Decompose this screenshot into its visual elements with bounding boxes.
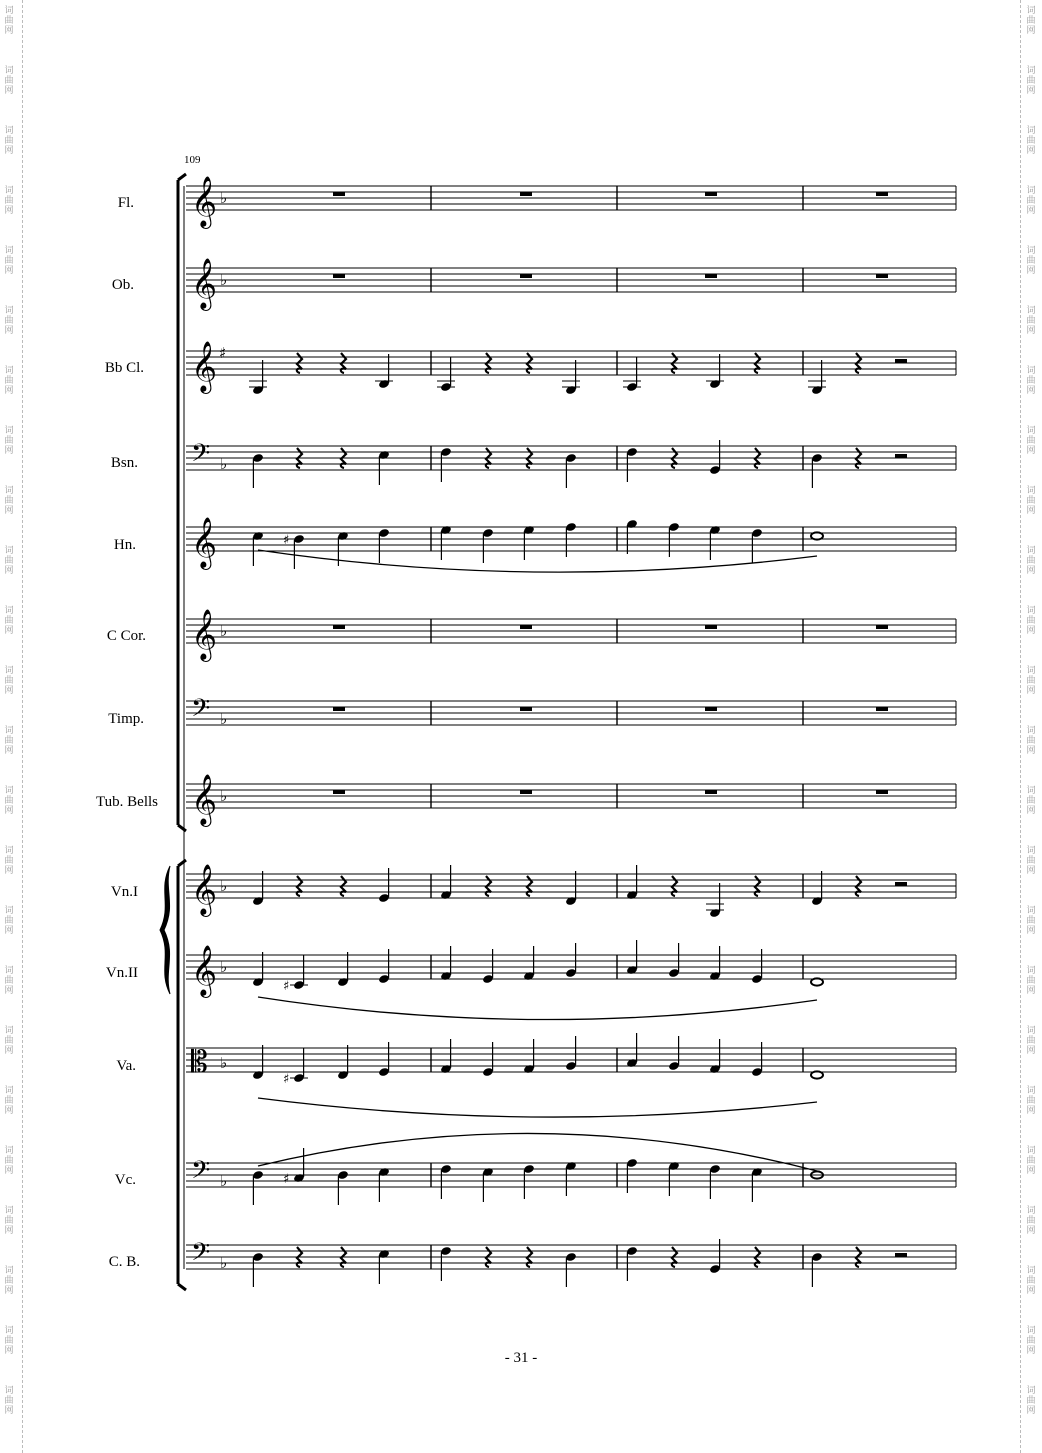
bass-clef: 𝄢: [191, 1156, 211, 1191]
label-oboe: Ob.: [111, 277, 134, 293]
measure-number: 109: [184, 154, 201, 166]
label-cello: Vc.: [114, 1172, 136, 1188]
edge-watermark-text: 词 曲 网: [4, 1326, 14, 1356]
treble-clef: 𝄞: [191, 341, 218, 392]
label-violin-1: Vn.I: [110, 884, 138, 900]
whole-rest: [876, 707, 888, 711]
whole-rest: [876, 192, 888, 196]
edge-watermark-text: 词 曲 网: [4, 1086, 14, 1116]
flat-sign: ♭: [220, 787, 228, 805]
edge-watermark-text: 词 曲 网: [4, 1146, 14, 1176]
edge-watermark-text: 词 曲 网: [4, 6, 14, 36]
whole-rest: [705, 790, 717, 794]
violin-brace: [160, 866, 170, 994]
whole-rest: [876, 274, 888, 278]
edge-watermark-text: 词 曲 网: [1026, 606, 1036, 636]
edge-watermark-text: 词 曲 网: [1026, 66, 1036, 96]
whole-rest: [876, 625, 888, 629]
edge-watermark-text: 词 曲 网: [4, 846, 14, 876]
whole-rest: [876, 790, 888, 794]
whole-rest: [520, 192, 532, 196]
whole-rest: [333, 707, 345, 711]
edge-watermark-text: 词 曲 网: [1026, 426, 1036, 456]
whole-rest: [705, 274, 717, 278]
edge-watermark-text: 词 曲 网: [1026, 1206, 1036, 1236]
sharp-accidental: ♯: [283, 1172, 290, 1187]
edge-watermark-text: 词 曲 网: [1026, 966, 1036, 996]
treble-clef: 𝄞: [191, 176, 218, 227]
label-contrabass: C. B.: [108, 1254, 140, 1270]
edge-watermark-text: 词 曲 网: [1026, 366, 1036, 396]
flat-sign: ♭: [220, 1254, 228, 1272]
woodwind-bracket: [178, 174, 186, 831]
edge-watermark-text: 词 曲 网: [1026, 186, 1036, 216]
bass-clef: 𝄢: [191, 1238, 211, 1273]
edge-watermark-text: 词 曲 网: [4, 606, 14, 636]
slur: [258, 997, 817, 1020]
edge-watermark-text: 词 曲 网: [4, 666, 14, 696]
flat-sign: ♭: [220, 877, 228, 895]
edge-watermark-text: 词 曲 网: [1026, 1086, 1036, 1116]
edge-watermark-text: 词 曲 网: [4, 306, 14, 336]
sharp-accidental: ♯: [283, 979, 290, 994]
flat-sign: ♭: [220, 271, 228, 289]
edge-watermark-text: 词 曲 网: [1026, 786, 1036, 816]
edge-watermark-text: 词 曲 网: [1026, 1326, 1036, 1356]
edge-watermark-text: 词 曲 网: [4, 1386, 14, 1416]
treble-clef: 𝄞: [191, 517, 218, 568]
edge-watermark-text: 词 曲 网: [4, 906, 14, 936]
edge-watermark-text: 词 曲 网: [1026, 1146, 1036, 1176]
edge-watermark-text: 词 曲 网: [4, 66, 14, 96]
label-viola: Va.: [116, 1058, 136, 1074]
label-bassoon: Bsn.: [110, 455, 138, 471]
half-rest: [895, 454, 907, 458]
treble-clef: 𝄞: [191, 864, 218, 915]
sharp-accidental: ♯: [283, 533, 290, 548]
page-number: - 31 -: [504, 1350, 538, 1366]
alto-clef: 𝄡: [191, 1045, 208, 1080]
whole-rest: [333, 790, 345, 794]
edge-watermark-text: 词 曲 网: [4, 486, 14, 516]
flat-sign: ♭: [220, 710, 228, 728]
flat-sign: ♭: [220, 958, 228, 976]
label-flute: Fl.: [117, 195, 134, 211]
flat-sign: ♭: [220, 1054, 228, 1072]
treble-clef: 𝄞: [191, 945, 218, 996]
slur: [258, 1098, 817, 1117]
flat-sign: ♭: [220, 455, 228, 473]
half-rest: [895, 882, 907, 886]
edge-watermark-text: 词 曲 网: [1026, 1266, 1036, 1296]
edge-watermark-text: 词 曲 网: [1026, 846, 1036, 876]
edge-watermark-text: 词 曲 网: [1026, 486, 1036, 516]
flat-sign: ♭: [220, 1172, 228, 1190]
treble-clef: 𝄞: [191, 609, 218, 660]
string-bracket: [178, 860, 186, 1290]
edge-watermark-text: 词 曲 网: [1026, 306, 1036, 336]
label-tubular-bells: Tub. Bells: [96, 794, 158, 810]
edge-watermark-text: 词 曲 网: [4, 726, 14, 756]
whole-rest: [520, 790, 532, 794]
edge-watermark-text: 词 曲 网: [4, 426, 14, 456]
label-timpani: Timp.: [108, 711, 144, 727]
whole-rest: [520, 625, 532, 629]
bass-clef: 𝄢: [191, 439, 211, 474]
slur: [258, 1133, 817, 1171]
whole-rest: [705, 192, 717, 196]
edge-watermark-text: 词 曲 网: [4, 366, 14, 396]
edge-watermark-text: 词 曲 网: [1026, 246, 1036, 276]
bass-clef: 𝄢: [191, 694, 211, 729]
flat-sign: ♭: [220, 622, 228, 640]
edge-watermark-text: 词 曲 网: [4, 786, 14, 816]
edge-watermark-text: 词 曲 网: [4, 1266, 14, 1296]
edge-watermark-text: 词 曲 网: [4, 546, 14, 576]
slur: [258, 550, 817, 572]
edge-watermark-text: 词 曲 网: [4, 246, 14, 276]
label-violin-2: Vn.II: [105, 965, 138, 981]
edge-watermark-text: 词 曲 网: [4, 1026, 14, 1056]
sharp-accidental: ♯: [283, 1072, 290, 1087]
whole-rest: [333, 625, 345, 629]
edge-watermark-text: 词 曲 网: [1026, 666, 1036, 696]
edge-watermark-text: 词 曲 网: [4, 126, 14, 156]
whole-rest: [333, 274, 345, 278]
half-rest: [895, 359, 907, 363]
edge-watermark-text: 词 曲 网: [1026, 546, 1036, 576]
whole-rest: [333, 192, 345, 196]
edge-watermark-text: 词 曲 网: [1026, 726, 1036, 756]
treble-clef: 𝄞: [191, 258, 218, 309]
edge-watermark-text: 词 曲 网: [1026, 126, 1036, 156]
edge-watermark-text: 词 曲 网: [1026, 6, 1036, 36]
edge-watermark-text: 词 曲 网: [1026, 1026, 1036, 1056]
edge-watermark-text: 词 曲 网: [4, 186, 14, 216]
label-clarinet: Bb Cl.: [104, 360, 144, 376]
whole-rest: [520, 274, 532, 278]
edge-watermark-text: 词 曲 网: [4, 1206, 14, 1236]
half-rest: [895, 1253, 907, 1257]
edge-watermark-text: 词 曲 网: [4, 966, 14, 996]
whole-rest: [705, 625, 717, 629]
whole-rest: [705, 707, 717, 711]
edge-watermark-text: 词 曲 网: [1026, 1386, 1036, 1416]
treble-clef: 𝄞: [191, 774, 218, 825]
label-horn: Hn.: [113, 537, 136, 553]
edge-watermark-text: 词 曲 网: [1026, 906, 1036, 936]
label-cor: C Cor.: [106, 628, 146, 644]
sharp-sign: ♯: [219, 344, 227, 362]
flat-sign: ♭: [220, 189, 228, 207]
whole-rest: [520, 707, 532, 711]
